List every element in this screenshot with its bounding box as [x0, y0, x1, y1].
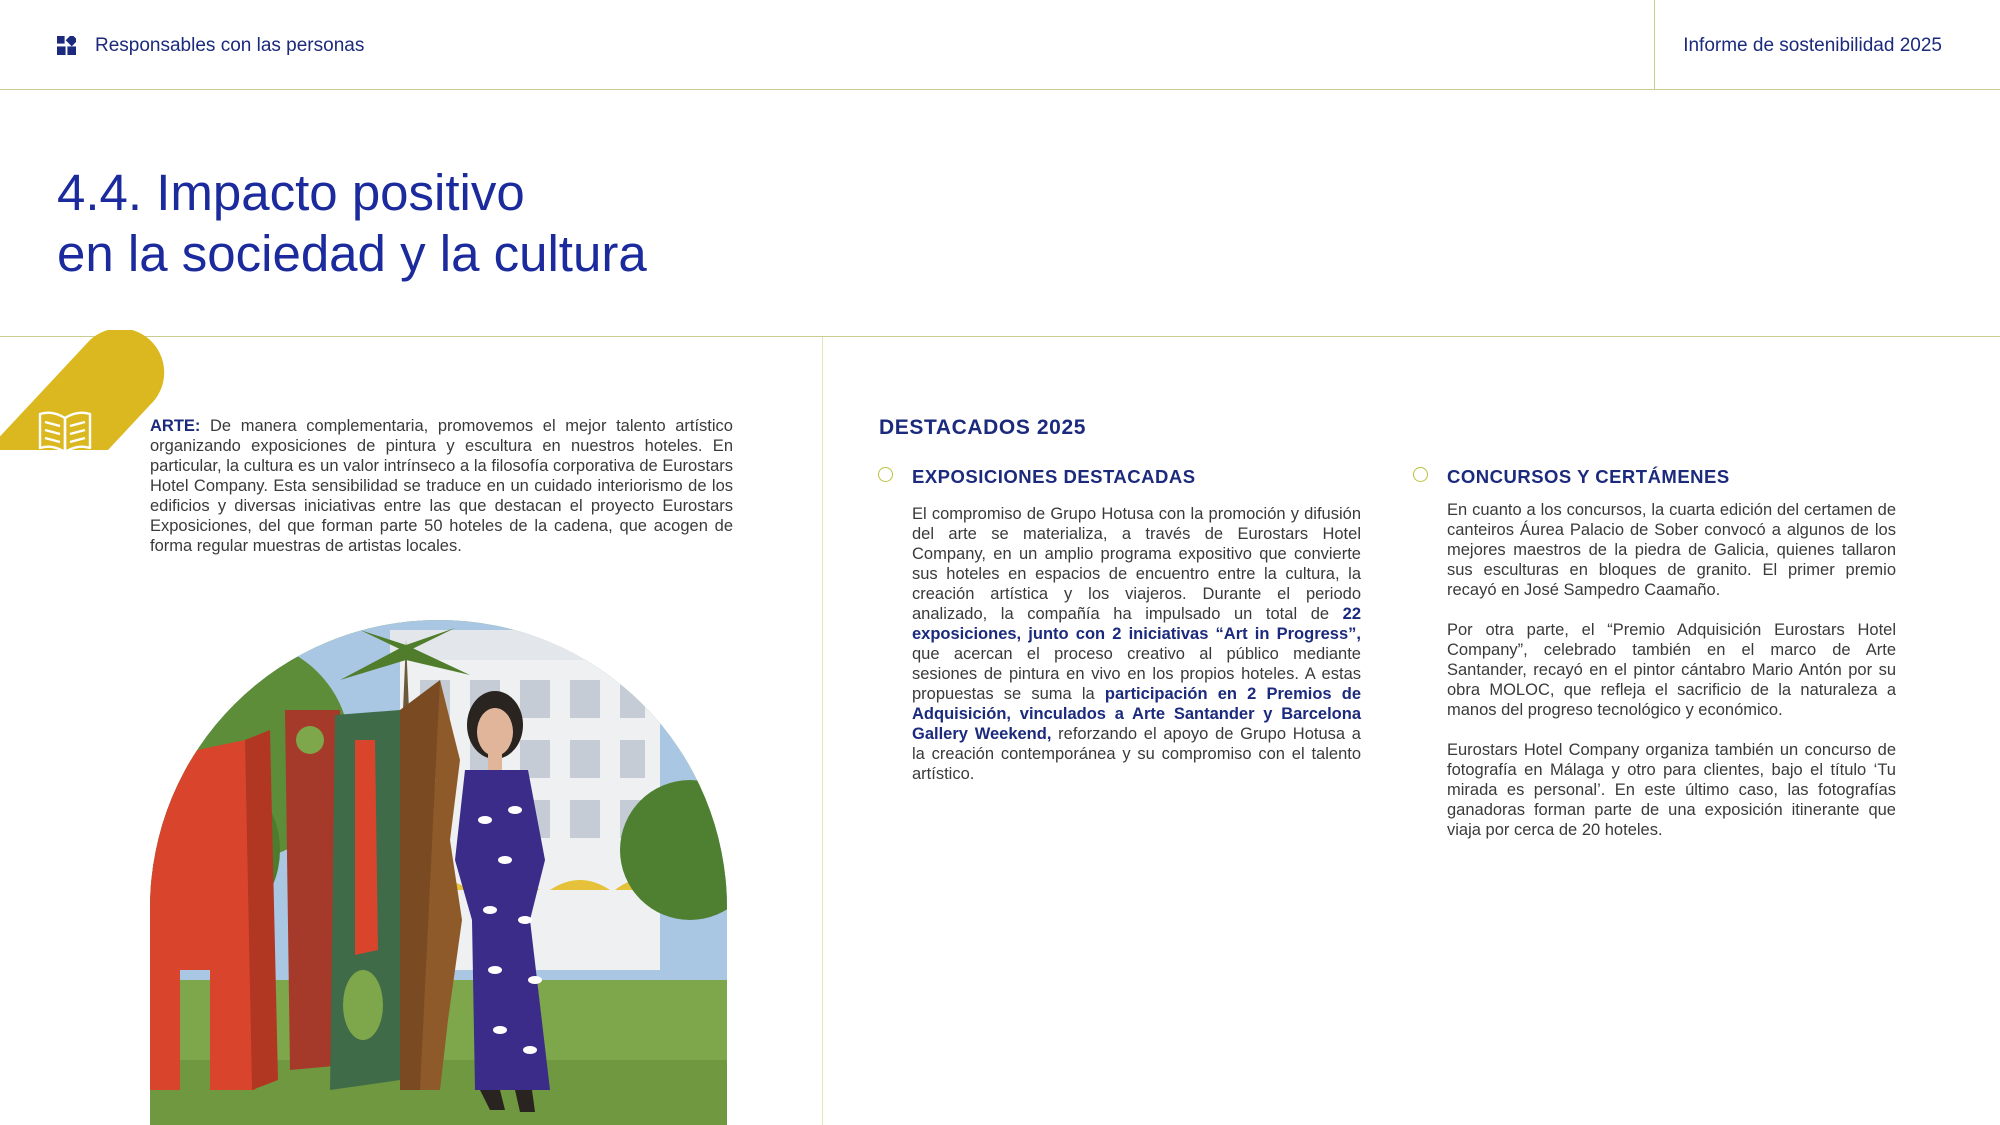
circle-bullet-icon	[878, 467, 893, 482]
exposiciones-highlight-1: 22 exposiciones, junto con 2 iniciativas “Art in Progress”,	[912, 605, 1361, 643]
exposiciones-text-2: que acercan el proceso creativo al público mediante sesiones de pintura en vivo en los propios hoteles. A estas propuestas se suma la	[912, 645, 1361, 703]
photo-illustration	[150, 620, 727, 1125]
exposiciones-heading: EXPOSICIONES DESTACADAS	[912, 466, 1196, 487]
column-divider	[822, 337, 823, 1125]
exposiciones-text-3: reforzando el apoyo de Grupo Hotusa a la creación contemporánea y su compromiso con el talento artístico.	[912, 725, 1361, 783]
title-divider	[0, 336, 2000, 337]
section-name: Responsables con las personas	[95, 35, 365, 56]
arte-paragraph	[150, 416, 733, 556]
exposiciones-highlight-2: participación en 2 Premios de Adquisición, vinculados a Arte Santander y Barcelona Gallery Weekend,	[912, 685, 1362, 743]
arte-text: De manera complementaria, promovemos el mejor talento artístico organizando exposiciones de pintura y escultura en nuestros hoteles. En particular, la cultura es un valor intrínseco a la filosofía corporativa de Eurostars Hotel Company. Esta sensibilidad se traduce en un cuidado interiorismo de los edificios y diversas iniciativas entre las que destacan el proyecto Eurostars Exposiciones, del que forman parte 50 hoteles de la cadena, que acogen de forma regular muestras de artistas locales.	[150, 417, 733, 555]
circle-bullet-icon	[1413, 467, 1428, 482]
page-title-line-1: 4.4. Impacto positivo	[57, 164, 525, 221]
report-title: Informe de sostenibilidad 2025	[1683, 35, 1942, 56]
brand-logo-icon	[57, 36, 76, 55]
exposiciones-paragraph	[912, 504, 1361, 784]
concursos-heading: CONCURSOS Y CERTÁMENES	[1447, 466, 1730, 487]
page-header	[0, 0, 2000, 90]
destacados-heading: DESTACADOS 2025	[879, 416, 1087, 439]
concursos-paragraphs	[1447, 500, 1896, 840]
concursos-paragraph-2: Por otra parte, el “Premio Adquisición Eurostars Hotel Company”, celebrado también en el marco de Arte Santander, recayó en el pintor cántabro Mario Antón por su obra MOLOC, que refleja el sacrificio de la naturaleza a manos del progreso tecnológico y económico.	[1447, 621, 1896, 719]
concursos-paragraph-3: Eurostars Hotel Company organiza también un concurso de fotografía en Málaga y otro para clientes, bajo el título ‘Tu mirada es personal’. En este último caso, las fotografías ganadoras forman parte de una exposición itinerante que viaja por cerca de 20 hoteles.	[1447, 741, 1896, 839]
artist-sculpture-photo	[150, 620, 727, 1125]
exposiciones-text-1: El compromiso de Grupo Hotusa con la promoción y difusión del arte se materializa, a través de Eurostars Hotel Company, en un amplio programa expositivo que convierte sus hoteles en espacios de encuentro entre la cultura, la creación artística y los viajeros. Durante el periodo analizado, la compañía ha impulsado un total de	[912, 505, 1361, 623]
page-title	[57, 162, 647, 284]
page-title-line-2: en la sociedad y la cultura	[57, 225, 647, 282]
header-divider	[1654, 0, 1655, 90]
arte-lead: ARTE:	[150, 417, 201, 435]
concursos-paragraph-1: En cuanto a los concursos, la cuarta edición del certamen de canteiros Áurea Palacio de Sober convocó a algunos de los mejores maestros de la piedra de Galicia, quienes tallaron sus esculturas en bloques de granito. El primer premio recayó en José Sampedro Caamaño.	[1447, 501, 1896, 599]
